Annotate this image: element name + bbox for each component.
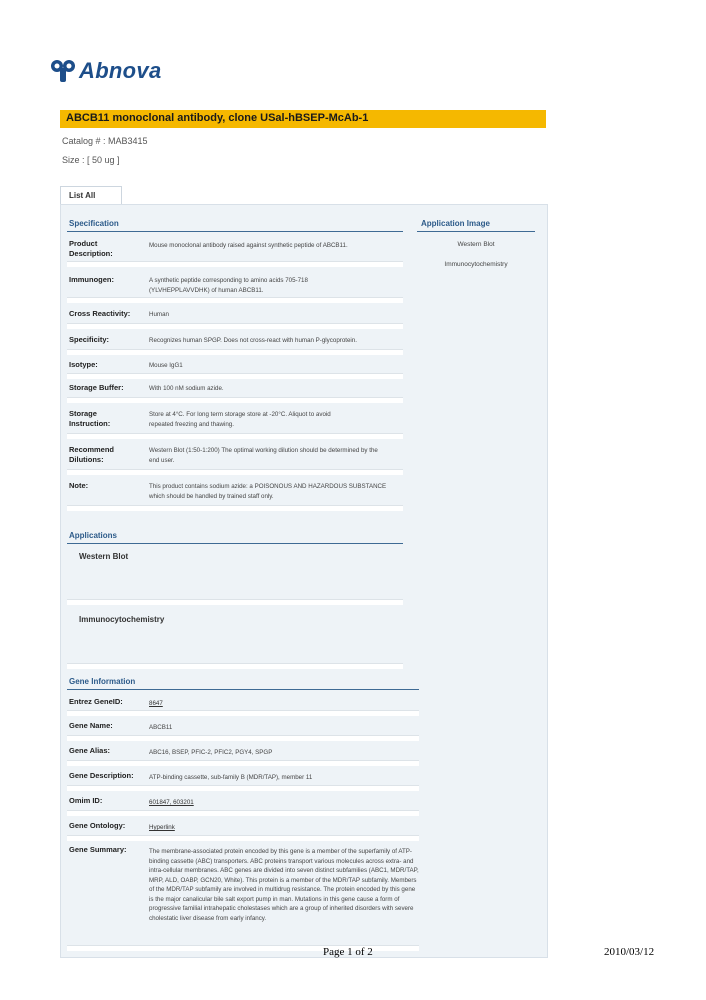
spec-label: Isotype: [69,360,98,369]
spec-label: Cross Reactivity: [69,309,131,318]
spec-label: Note: [69,481,89,490]
gene-label: Gene Description: [69,771,134,780]
row-separator [67,261,403,267]
row-separator [67,373,403,379]
application-image-rule [417,231,535,232]
spec-label: Product Description: [69,239,113,258]
spec-value: Mouse monoclonal antibody raised against synthetic peptide of ABCB11. [149,242,348,249]
row-separator [67,599,403,605]
row-separator [67,663,403,669]
specification-rule [67,231,403,232]
row-separator [67,710,419,716]
specification-heading: Specification [69,219,119,228]
spec-value: Store at 4°C. For long term storage store at -20°C. Aliquot to avoid repeated freezing and thawing. [149,411,331,428]
gene-label: Gene Ontology: [69,821,126,830]
product-size: Size : [ 50 ug ] [62,155,120,165]
applications-rule [67,543,403,544]
applications-heading: Applications [69,531,118,540]
row-separator [67,323,403,329]
gene-label: Gene Summary: [69,845,127,854]
row-separator [67,785,419,791]
gene-ontology-link[interactable]: Hyperlink [149,824,175,831]
row-separator [67,505,403,511]
spec-label: Specificity: [69,335,110,344]
abnova-mark-icon [50,58,76,84]
spec-value: Recognizes human SPGP. Does not cross-react with human P-glycoprotein. [149,337,357,344]
omim-id-links[interactable]: 601847, 603201 [149,799,194,806]
tab-label: List All [69,191,96,200]
app-image-caption: Immunocytochemistry [444,261,508,268]
content-panel [60,204,548,958]
row-separator [67,433,403,439]
spec-value: Western Blot (1:50-1:200) The optimal working dilution should be determined by the end user. [149,447,378,464]
spec-label: Storage Instruction: [69,409,111,428]
product-title-bar [60,110,546,128]
spec-value: With 100 nM sodium azide. [149,385,224,392]
spec-value: Human [149,311,169,318]
catalog-number: Catalog # : MAB3415 [62,136,148,146]
row-separator [67,835,419,841]
app-image-caption: Western Blot [457,241,495,248]
gene-value: ABC16, BSEP, PFIC-2, PFIC2, PGY4, SPGP [149,749,273,756]
gene-information-heading: Gene Information [69,677,136,686]
spec-label: Storage Buffer: [69,383,124,392]
gene-label: Entrez GeneID: [69,697,123,706]
row-separator [67,760,419,766]
gene-value: ATP-binding cassette, sub-family B (MDR/TAP), member 11 [149,774,313,781]
application-item: Immunocytochemistry [79,615,165,624]
row-separator [67,469,403,475]
application-item: Western Blot [79,552,129,561]
row-separator [67,810,419,816]
row-separator [67,349,403,355]
gene-label: Gene Name: [69,721,113,730]
product-title: ABCB11 monoclonal antibody, clone USal-hBSEP-McAb-1 [66,112,369,124]
spec-label: Recommend Dilutions: [69,445,115,464]
gene-information-rule [67,689,419,690]
spec-label: Immunogen: [69,275,114,284]
tab-list-all[interactable] [60,186,122,205]
spec-value: Mouse IgG1 [149,362,183,369]
page-number: Page 1 of 2 [323,946,373,958]
brand-logo [50,58,161,84]
row-separator [67,397,403,403]
entrez-gene-link[interactable]: 8647 [149,700,163,707]
spec-value: This product contains sodium azide: a POISONOUS AND HAZARDOUS SUBSTANCE which should be handled by trained staff only. [149,483,387,500]
print-date: 2010/03/12 [604,946,655,958]
application-image-heading: Application Image [421,219,490,228]
spec-value: A synthetic peptide corresponding to amino acids 705-718 (YLVHEPPLAVVDHK) of human ABCB11. [149,277,308,294]
gene-label: Omim ID: [69,796,103,805]
brand-name: Abnova [79,58,162,83]
row-separator [67,735,419,741]
gene-label: Gene Alias: [69,746,110,755]
gene-value: ABCB11 [149,724,173,731]
row-separator [67,297,403,303]
gene-summary-text: The membrane-associated protein encoded by this gene is a member of the superfamily of ATP-binding cassette (ABC) transporters. ABC proteins transport various molecules across extra- and intra-cellular membranes. ABC genes are divided into seven distinct subfamilies (ABC1, MDR/TAP, MRP, ALD, OABP, GCN20, White). This protein is a member of the MDR/TAP subfamily. Members of the MDR/TAP subfamily are involved in multidrug resistance. The protein encoded by this gene is the major canalicular bile salt export pump in man. Mutations in this gene cause a form of progressive familial intrahepatic cholestases which are a group of inherited disorders with severe cholestatic liver disease from early infancy. [149,848,419,922]
